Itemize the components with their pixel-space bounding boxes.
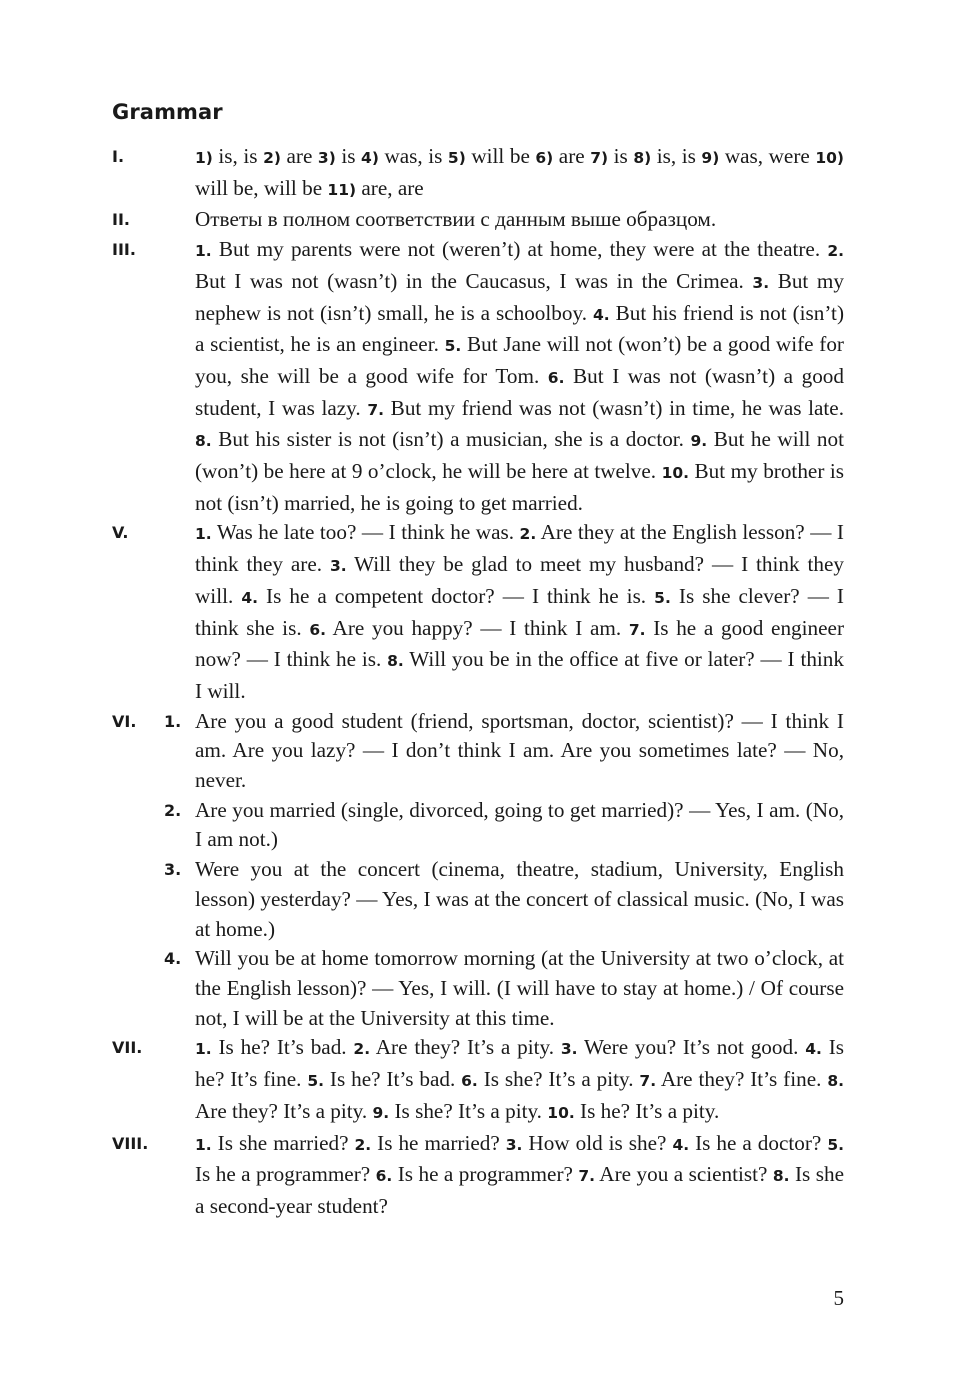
exercise-2: [112, 205, 844, 235]
answer-number: 5.: [307, 1072, 325, 1091]
exercise-answer-text: [195, 518, 844, 706]
section-heading: Grammar: [112, 100, 223, 124]
exercise-4: [112, 518, 844, 706]
answer-text: But I was not (wasn’t) a good student, I was lazy.: [195, 363, 844, 420]
exercise-number: VIII.: [112, 1133, 149, 1153]
exercise-number: V.: [112, 523, 129, 543]
answer-number: 4.: [805, 1040, 822, 1059]
answer-text: How old is she?: [522, 1130, 673, 1155]
sub-answer-number: 2.: [164, 800, 182, 820]
answer-text: Is he a competent doctor? — I think he is.: [258, 583, 655, 608]
answer-text: Is she a second-year student?: [195, 1162, 844, 1218]
answer-key: [112, 142, 844, 1222]
exercise-number: III.: [112, 240, 136, 260]
answer-number: 5.: [444, 337, 462, 356]
answer-number: 8): [633, 149, 652, 167]
answer-text: Are they at the English lesson? — I think they are.: [195, 520, 844, 577]
answer-text: are: [280, 144, 318, 168]
answer-number: 1.: [195, 525, 212, 544]
sub-answer: [112, 944, 844, 1033]
answer-number: 10): [815, 149, 844, 167]
answer-number: 8.: [827, 1072, 844, 1091]
page-number: 5: [833, 1286, 844, 1310]
answer-number: 4.: [672, 1135, 690, 1154]
sub-answer-text: Were you at the concert (cinema, theatre, stadium, University, English lesson) yesterday? — Yes, I was at the concert of classical music. (No, I was at home.): [195, 857, 844, 941]
answer-number: 10.: [661, 464, 690, 483]
answer-text: Is he? It’s bad.: [324, 1067, 462, 1092]
answer-text: will be: [465, 144, 536, 168]
answer-number: 3.: [329, 557, 347, 576]
answer-text: But his friend is not (isn’t) a scientist, he is an engineer.: [195, 300, 844, 357]
sub-answer-text: Are you married (single, divorced, going to get married)? — Yes, I am. (No, I am not.): [195, 797, 844, 852]
sub-answer: [112, 855, 844, 944]
answer-text: Is he? It’s a pity.: [574, 1098, 720, 1123]
answer-text: Will you be in the office at five or later? — I think I will.: [195, 647, 844, 703]
exercise-answer-text: [195, 1129, 844, 1222]
answer-text: Is he? It’s bad.: [211, 1035, 354, 1060]
exercise-number: I.: [112, 147, 125, 166]
exercise-answer-text: [195, 142, 844, 205]
exercise-3: [112, 235, 844, 518]
answer-number: 7.: [578, 1167, 596, 1186]
answer-text: But his sister is not (isn’t) a musician, she is a doctor.: [211, 427, 691, 452]
answer-number: 6.: [547, 368, 565, 387]
exercise-5: [112, 707, 844, 1034]
answer-text: But he will not (won’t) be here at 9 o’clock, he will be here at twelve.: [195, 427, 844, 484]
sub-answer-number: 3.: [164, 860, 182, 880]
sub-answer-number: 1.: [164, 711, 182, 731]
answer-text: are, are: [356, 175, 424, 200]
answer-number: 7.: [628, 620, 646, 639]
answer-text: Is he? It’s fine.: [195, 1035, 844, 1092]
answer-number: 2.: [519, 525, 537, 544]
answer-number: 1): [195, 149, 213, 167]
sub-answer-text: Are you a good student (friend, sportsman, doctor, scientist)? — I think I am. Are you lazy? — I don’t think I am. Are you sometimes late? — No, never.: [195, 708, 844, 793]
answer-text: Are you happy? — I think I am.: [326, 615, 629, 640]
answer-number: 9.: [690, 432, 708, 451]
answer-text: is: [335, 144, 362, 168]
answer-number: 1.: [195, 1135, 212, 1154]
answer-number: 1.: [195, 1040, 212, 1059]
exercise-number: II.: [112, 210, 130, 230]
answer-number: 8.: [772, 1167, 790, 1186]
answer-text: Is she clever? — I think she is.: [195, 583, 844, 640]
answer-text: is, is: [212, 144, 264, 168]
exercise-6: [112, 1033, 844, 1128]
answer-number: 4.: [241, 588, 258, 607]
answer-text: Ответы в полном соответствии с данным выше образцом.: [195, 207, 717, 232]
answer-number: 6.: [309, 620, 326, 639]
answer-text: was, is: [378, 144, 448, 168]
answer-text: Are you a scientist?: [595, 1162, 773, 1187]
answer-text: Is he a programmer?: [195, 1162, 376, 1187]
answer-number: 2): [263, 149, 281, 167]
exercise-7: [112, 1129, 844, 1222]
answer-number: 7.: [639, 1072, 657, 1091]
answer-number: 5.: [827, 1135, 845, 1154]
answer-text: will be, will be: [195, 175, 328, 200]
answer-number: 2.: [827, 242, 844, 261]
answer-text: Is he a programmer?: [392, 1162, 579, 1187]
answer-number: 2.: [353, 1040, 371, 1059]
answer-number: 3): [317, 149, 336, 167]
answer-text: Is she? It’s a pity.: [477, 1067, 640, 1092]
answer-number: 2.: [354, 1135, 372, 1154]
answer-number: 8.: [195, 432, 212, 451]
answer-text: Is he a doctor?: [689, 1130, 828, 1155]
answer-number: 9): [701, 149, 720, 167]
sub-answer-text: Will you be at home tomorrow morning (at the University at two o’clock, at the English lesson)? — Yes, I will. (I will have to stay at home.) / Of course not, I will be at the University at this time.: [195, 946, 844, 1030]
answer-text: But I was not (wasn’t) in the Caucasus, I was in the Crimea.: [195, 268, 753, 293]
answer-number: 4.: [592, 305, 610, 324]
answer-number: 6): [535, 149, 554, 167]
answer-text: are: [553, 144, 591, 168]
answer-text: Are they? It’s a pity.: [195, 1098, 373, 1123]
answer-number: 10.: [547, 1103, 575, 1122]
exercise-answer-text: [195, 235, 844, 518]
answer-number: 3.: [505, 1135, 523, 1154]
answer-number: 3.: [752, 273, 770, 292]
answer-text: But my friend was not (wasn’t) in time, he was late.: [384, 395, 845, 420]
sub-answer-number: 4.: [164, 949, 182, 969]
answer-text: Will they be glad to meet my husband? — I think they will.: [195, 552, 844, 608]
answer-number: 6.: [461, 1072, 478, 1091]
answer-number: 1.: [195, 242, 212, 261]
answer-number: 9.: [372, 1103, 390, 1122]
answer-text: Is he a good engineer now? — I think he is.: [195, 615, 844, 672]
answer-text: Is she married?: [211, 1130, 355, 1155]
answer-text: But my nephew is not (isn’t) small, he is a schoolboy.: [195, 268, 844, 325]
answer-text: is, is: [651, 144, 702, 168]
answer-number: 3.: [560, 1040, 578, 1059]
answer-text: But Jane will not (won’t) be a good wife for you, she will be a good wife for Tom.: [195, 332, 844, 388]
exercise-answer-text: [195, 205, 844, 235]
answer-text: Is she? It’s a pity.: [389, 1098, 548, 1123]
exercise-number: VII.: [112, 1038, 143, 1058]
answer-number: 5): [447, 149, 466, 167]
exercise-number: VI.: [112, 711, 137, 731]
sub-answer: [112, 707, 844, 796]
exercise-1: [112, 142, 844, 205]
answer-number: 8.: [387, 652, 404, 671]
answer-text: But my parents were not (weren’t) at home, they were at the theatre.: [211, 237, 828, 262]
answer-text: was, were: [719, 144, 816, 168]
answer-text: Was he late too? — I think he was.: [211, 520, 520, 545]
answer-text: But my brother is not (isn’t) married, he is going to get married.: [195, 459, 844, 515]
answer-number: 7): [590, 149, 609, 167]
exercise-answer-text: [195, 1033, 844, 1128]
answer-number: 6.: [375, 1167, 393, 1186]
answer-number: 4): [361, 149, 379, 167]
sub-answer: [112, 796, 844, 855]
answer-number: 5.: [654, 588, 671, 607]
answer-text: Are they? It’s fine.: [656, 1067, 828, 1092]
answer-number: 11): [327, 180, 357, 199]
answer-number: 7.: [367, 400, 385, 419]
answer-text: is: [608, 144, 634, 168]
answer-text: Are they? It’s a pity.: [370, 1035, 561, 1060]
answer-text: Is he married?: [371, 1130, 506, 1155]
answer-text: Were you? It’s not good.: [577, 1035, 806, 1060]
